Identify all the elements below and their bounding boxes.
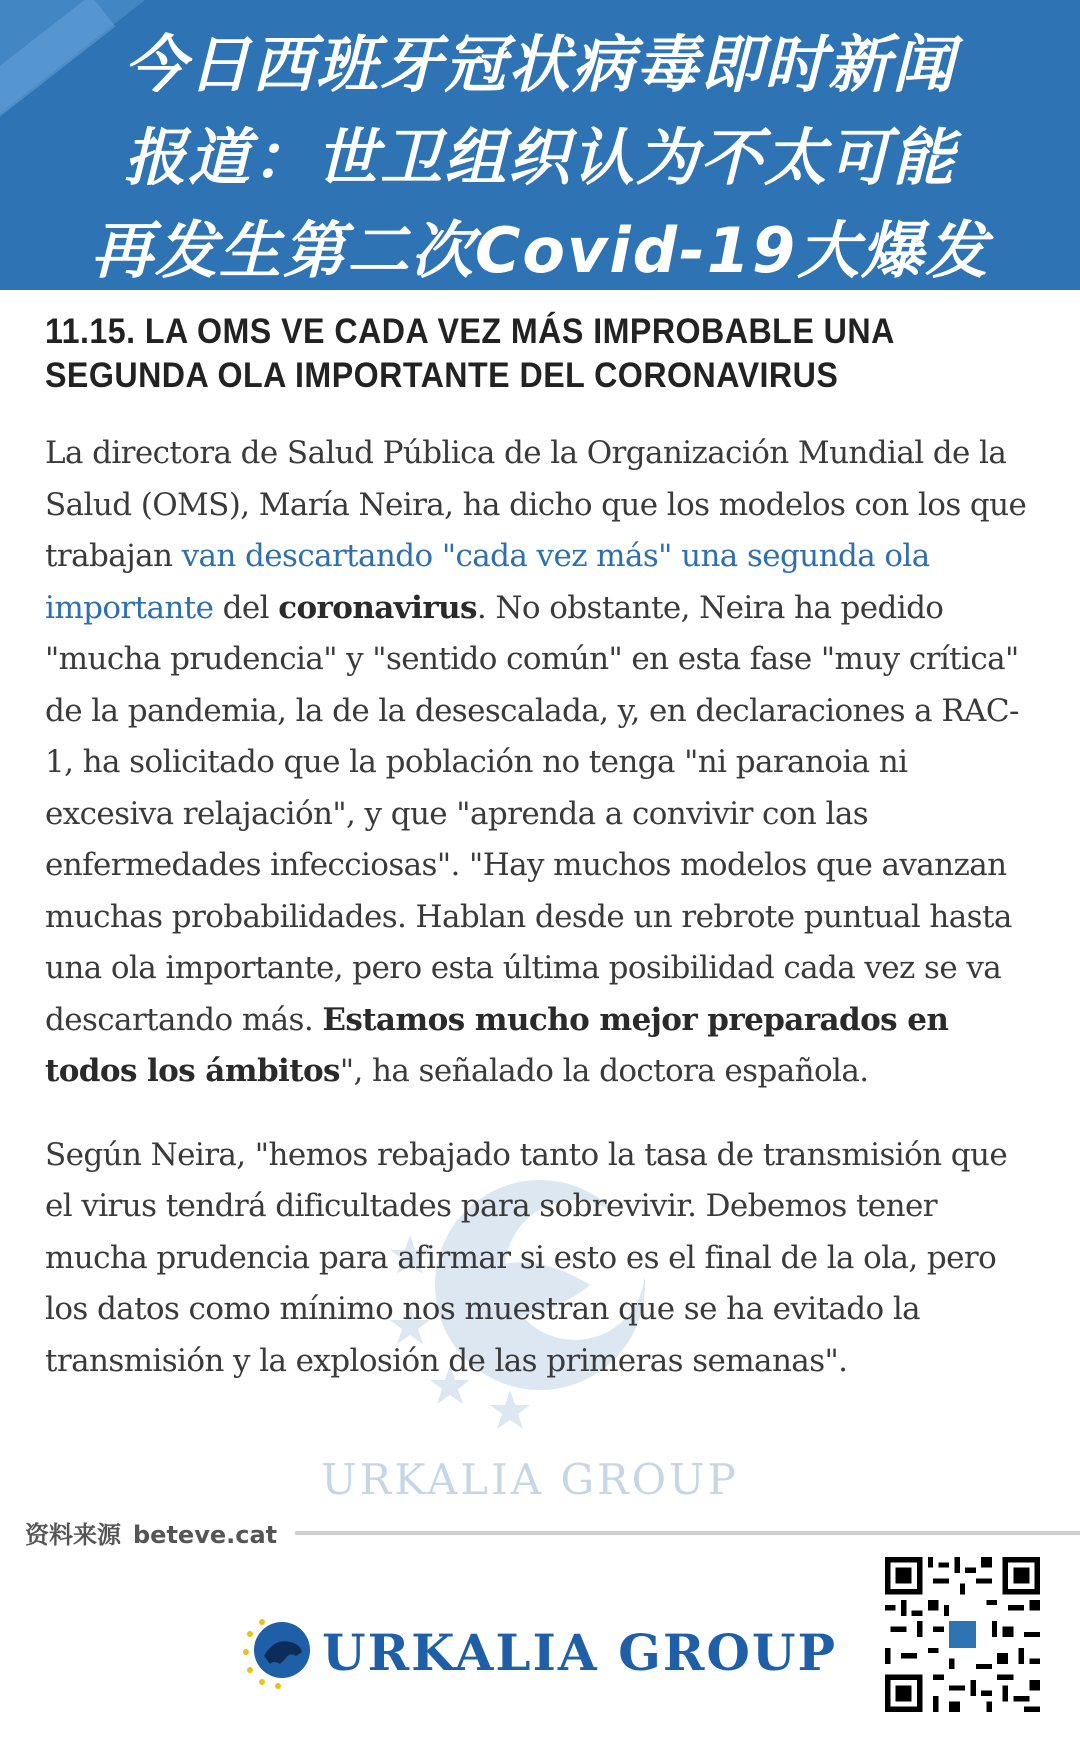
brand-logo xyxy=(240,1612,837,1692)
bold-text: Estamos mucho mejor preparados en todos los ámbitos xyxy=(45,1001,949,1089)
divider xyxy=(295,1531,1080,1535)
source-label: 资料来源 xyxy=(25,1521,121,1549)
source-credit xyxy=(25,1515,277,1550)
headline-line-1: 11.15. LA OMS VE CADA VEZ MÁS IMPROBABLE UNA xyxy=(45,312,895,351)
title-line-2: 报道：世卫组织认为不太可能 xyxy=(123,121,956,194)
article-link[interactable]: van descartando "cada vez más" una segunda ola importante xyxy=(45,538,930,626)
paragraph-text: ", ha señalado la doctora española. xyxy=(339,1053,869,1089)
paragraph-text: del xyxy=(213,589,279,626)
article-paragraph-1 xyxy=(45,428,1040,1098)
logo-text: URKALIA GROUP xyxy=(322,1622,838,1682)
title-line-3: 再发生第二次Covid-19大爆发 xyxy=(90,214,990,287)
article-headline xyxy=(45,310,1029,398)
title-line-1: 今日西班牙冠状病毒即时新闻 xyxy=(123,28,956,101)
header-banner xyxy=(0,0,1080,290)
page-title xyxy=(40,18,1040,290)
paragraph-text: La directora de Salud Pública de la Organización Mundial de la Salud (OMS), María Neira, ha dicho que los modelos con los que trabajan xyxy=(45,435,1027,574)
bold-text: coronavirus xyxy=(278,589,477,626)
globe-bull-icon xyxy=(240,1612,312,1692)
watermark-text: URKALIA GROUP xyxy=(321,1455,739,1504)
paragraph-text: . No obstante, Neira ha pedido "mucha prudencia" y "sentido común" en esta fase "muy crítica" de la pandemia, la de la desescalada, y, en declaraciones a RAC-1, ha solicitado que la población no tenga "ni paranoia ni excesiva relajación", y que "aprenda a convivir con las enfermedades infecciosas". "Hay muchos modelos que avanzan muchas probabilidades. Hablan desde un rebrote puntual hasta una ola importante, pero esta última posibilidad cada vez se va descartando más. xyxy=(45,589,1019,1038)
article xyxy=(45,310,1040,1387)
article-paragraph-2: Según Neira, "hemos rebajado tanto la tasa de transmisión que el virus tendrá dificultades para sobrevivir. Debemos tener mucha prudencia para afirmar si esto es el final de la ola, pero los datos como mínimo nos muestran que se ha evitado la transmisión y la explosión de las primeras semanas". xyxy=(45,1136,1008,1379)
headline-line-2: SEGUNDA OLA IMPORTANTE DEL CORONAVIRUS xyxy=(45,356,839,395)
qr-code[interactable] xyxy=(885,1557,1040,1712)
source-url: beteve.cat xyxy=(133,1521,278,1549)
